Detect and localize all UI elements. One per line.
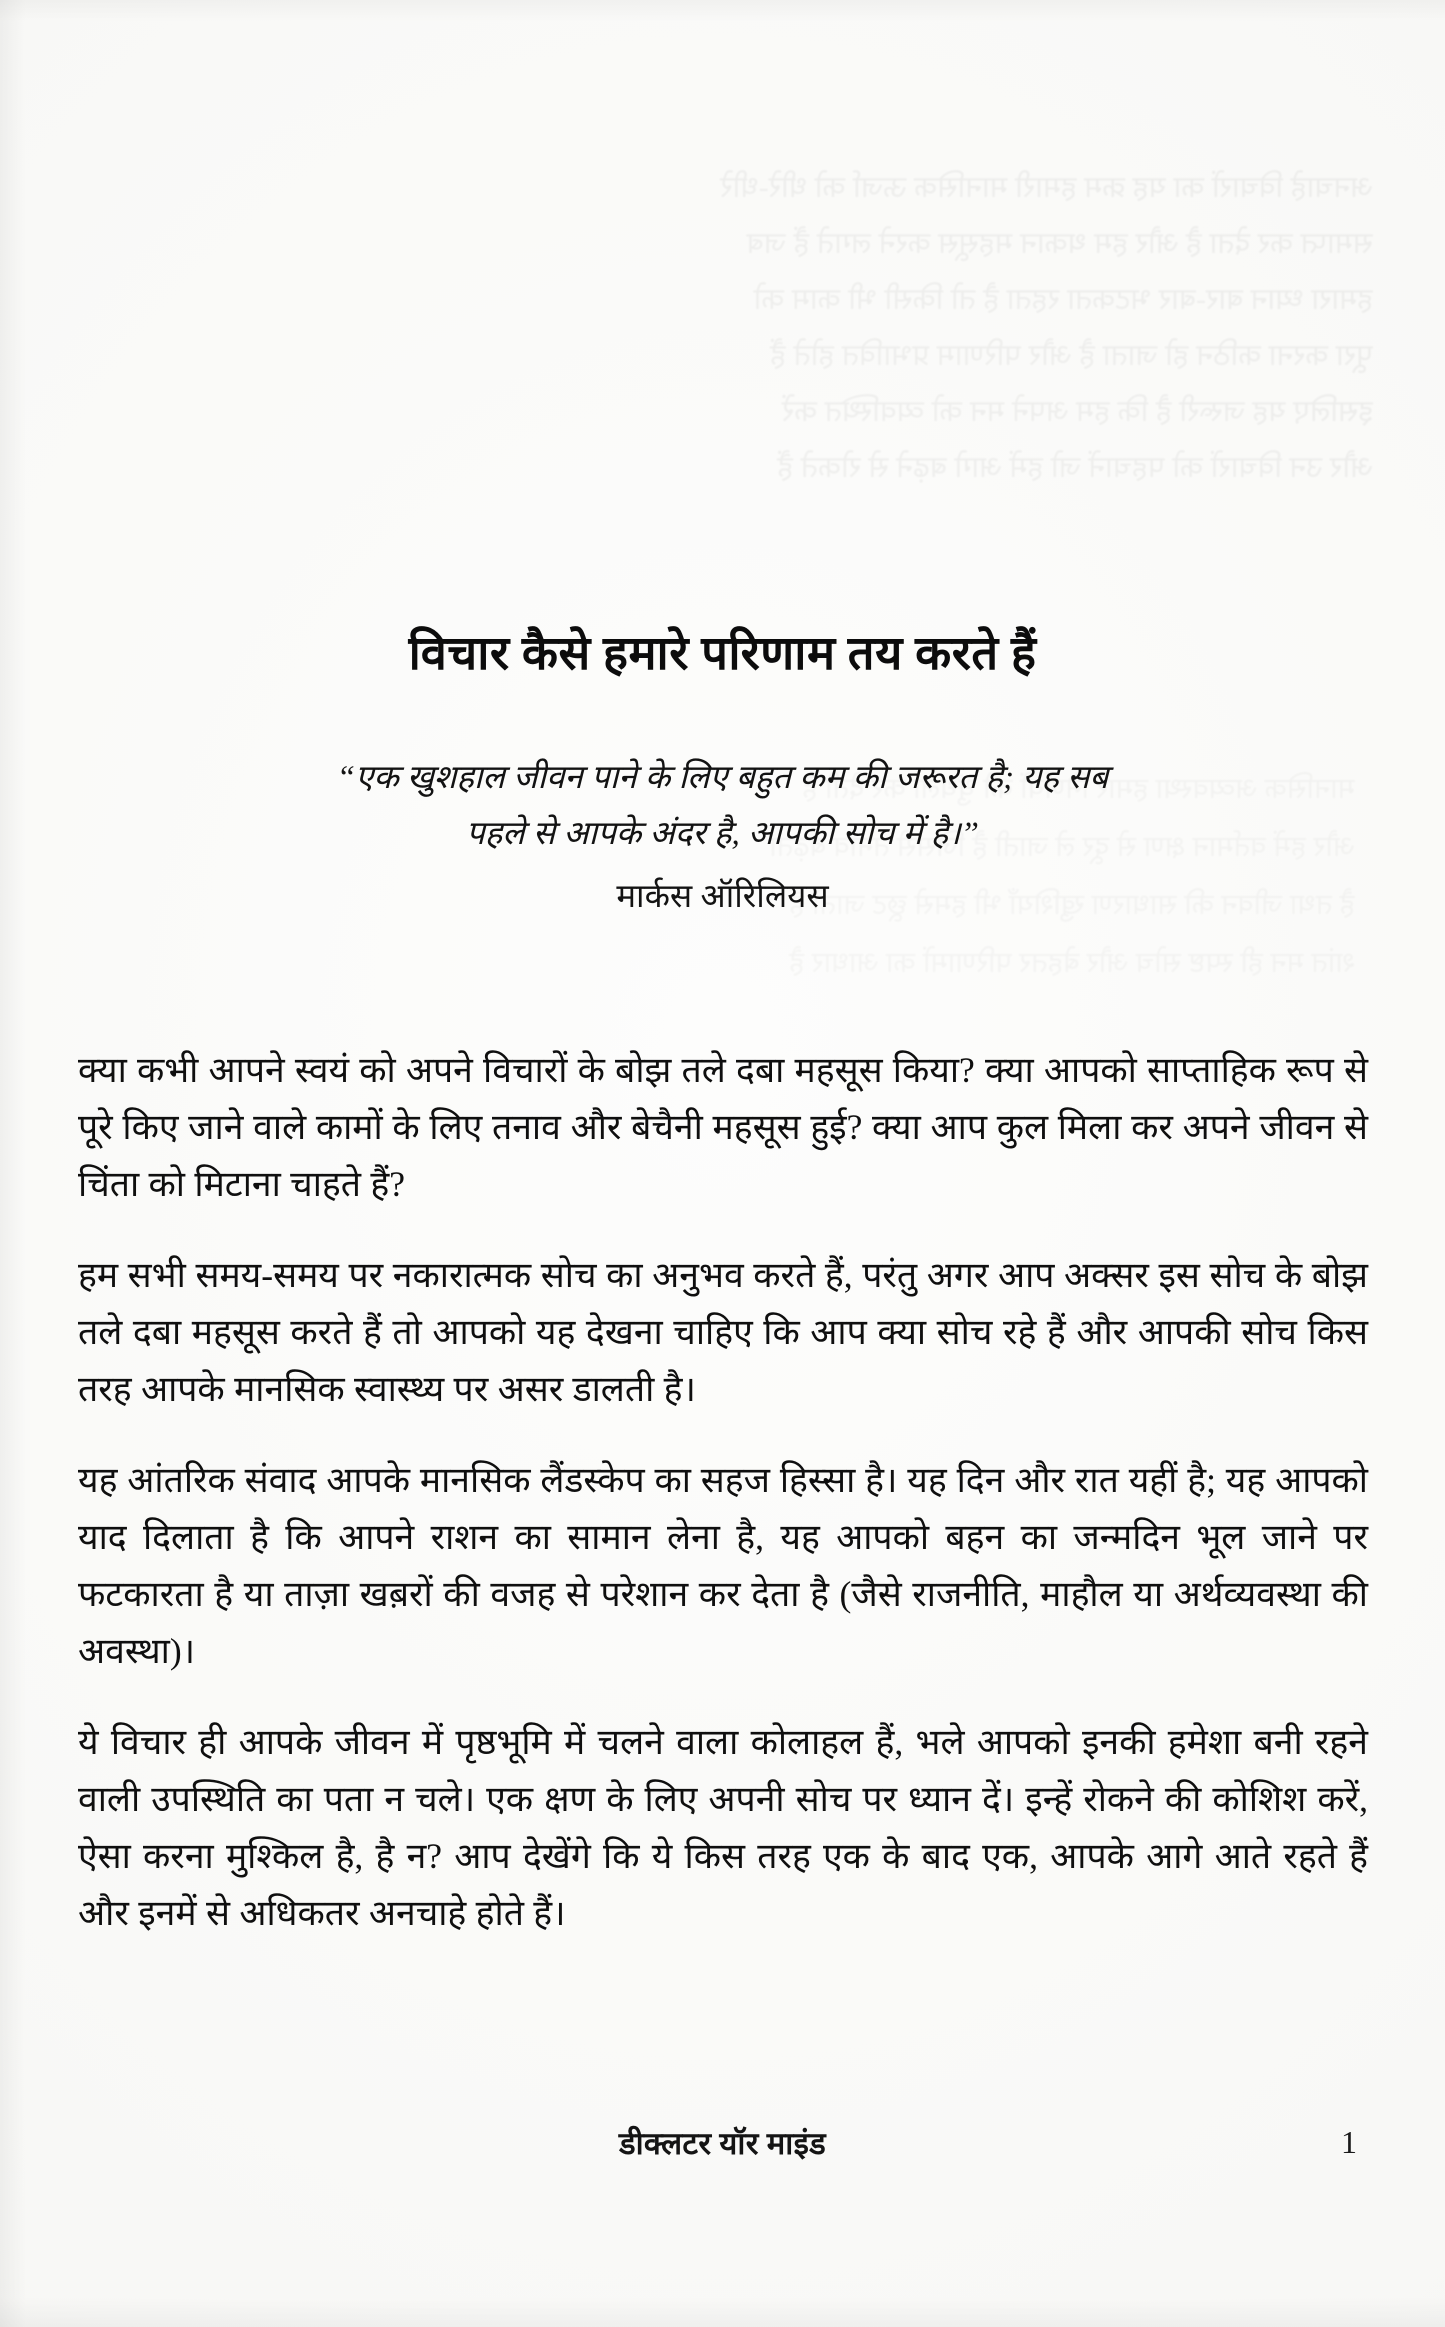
bleed-through-line: हमारा ध्यान बार-बार भटकता रहता है तो किसी भी काम को: [753, 283, 1373, 316]
bleed-through-line: अनचाहे विचारों का यह क्रम हमारी मानसिक ऊर्जा को धीरे-धीरे: [720, 171, 1373, 204]
epigraph-block: [220, 750, 1225, 922]
body-paragraph: ये विचार ही आपके जीवन में पृष्ठभूमि में चलने वाला कोलाहल हैं, भले आपको इनकी हमेशा बनी रहने वाली उपस्थिति का पता न चले। एक क्षण के लिए अपनी सोच पर ध्यान दें। इन्हें रोकने की कोशिश करें, ऐसा करना मुश्किल है, है न? आप देखेंगे कि ये किस तरह एक के बाद एक, आपके आगे आते रहते हैं और इनमें से अधिकतर अनचाहे होते हैं।: [78, 1722, 1368, 1933]
bleed-through-line: पूरा करना कठिन हो जाता है और परिणाम प्रभावित होते हैं: [770, 339, 1373, 372]
running-head-book-title: डीक्लटर यॉर माइंड: [619, 2126, 826, 2161]
epigraph-attribution: मार्कस ऑरिलियस: [616, 879, 829, 915]
body-paragraph: यह आंतरिक संवाद आपके मानसिक लैंडस्केप का सहज हिस्सा है। यह दिन और रात यहीं है; यह आपको याद दिलाता है कि आपने राशन का सामान लेना है, यह आपको बहन का जन्मदिन भूल जाने पर फटकारता है या ताज़ा खब़रों की वजह से परेशान कर देता है (जैसे राजनीति, माहौल या अर्थव्यवस्था की अवस्था)।: [78, 1460, 1368, 1671]
page-number: 1: [1341, 2124, 1357, 2160]
chapter-title: विचार कैसे हमारे परिणाम तय करते हैं: [408, 628, 1037, 681]
bleed-through-line: इसलिए यह जरूरी है कि हम अपने मन को व्यवस्थित करें: [781, 395, 1373, 428]
body-text: [78, 1042, 1368, 1942]
bleed-through-line: समाप्त कर देता है और हम थकान महसूस करने लगते हैं जब: [746, 227, 1373, 260]
body-paragraph: क्या कभी आपने स्वयं को अपने विचारों के बोझ तले दबा महसूस किया? क्या आपको साप्ताहिक रूप से पूरे किए जाने वाले कामों के लिए तनाव और बेचैनी महसूस हुई? क्या आप कुल मिला कर अपने जीवन से चिंता को मिटाना चाहते हैं?: [78, 1050, 1368, 1204]
page-footer: [78, 2122, 1367, 2182]
epigraph-quote-line-1: “एक खुशहाल जीवन पाने के लिए बहुत कम की जरूरत है; यह सब: [336, 760, 1109, 796]
body-paragraph: हम सभी समय-समय पर नकारात्मक सोच का अनुभव करते हैं, परंतु अगर आप अक्सर इस सोच के बोझ तले दबा महसूस करते हैं तो आपको यह देखना चाहिए कि आप क्या सोच रहे हैं और आपकी सोच किस तरह आपके मानसिक स्वास्थ्य पर असर डालती है।: [78, 1255, 1368, 1409]
epigraph-quote-line-2: पहले से आपके अंदर है, आपकी सोच में है।”: [465, 816, 980, 852]
bleed-through-line: और उन विचारों को पहचानें जो हमें आगे बढ़ने से रोकते हैं: [777, 451, 1373, 484]
